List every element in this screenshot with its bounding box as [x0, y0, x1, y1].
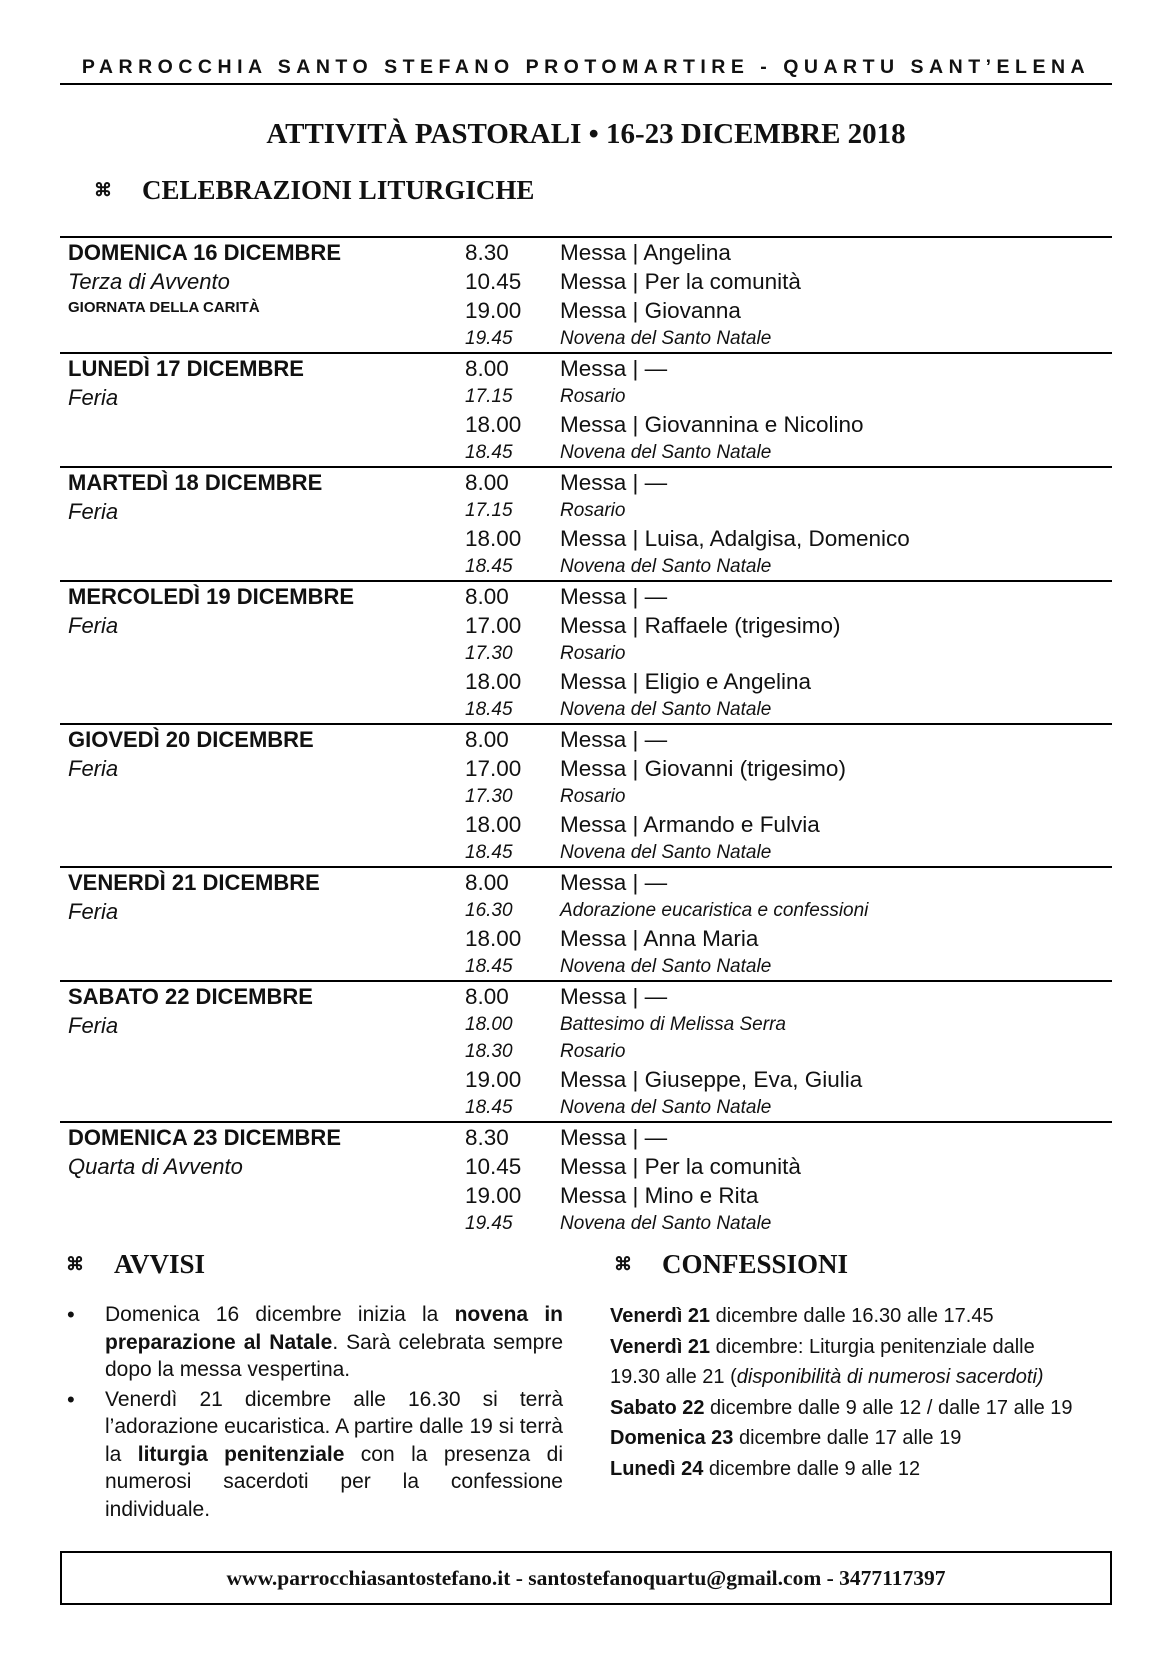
confession-day: Lunedì 24 — [610, 1457, 704, 1480]
day-row — [60, 868, 1112, 982]
section-bullet-icon: ⌘ — [614, 1254, 632, 1274]
schedule-entry — [465, 582, 1112, 611]
entry-time: 18.45 — [465, 1097, 513, 1118]
avviso-text: . Sarà celebrata sempre dopo la messa vespertina. — [105, 1330, 564, 1381]
day-subtitle: Feria — [68, 1013, 119, 1038]
entry-text: Rosario — [560, 1041, 626, 1062]
day-row — [60, 725, 1112, 868]
entry-time: 18.45 — [465, 956, 513, 977]
schedule-entry — [465, 383, 1112, 410]
entry-time: 19.45 — [465, 328, 513, 349]
day-row — [60, 354, 1112, 468]
avviso-highlight: liturgia penitenziale — [137, 1442, 345, 1466]
entry-time: 18.00 — [465, 1014, 513, 1035]
schedule-entry — [465, 696, 1112, 723]
schedule-entry — [465, 296, 1112, 325]
day-row — [60, 1123, 1112, 1237]
entry-text: Messa | Giovanni (trigesimo) — [560, 756, 846, 781]
entry-text: Novena del Santo Natale — [560, 1097, 772, 1118]
entry-text: Messa | Anna Maria — [560, 926, 759, 951]
schedule-entry — [465, 839, 1112, 866]
schedule-entry — [465, 783, 1112, 810]
schedule-entry — [465, 897, 1112, 924]
entry-text: Novena del Santo Natale — [560, 556, 772, 577]
section-confessioni — [614, 1249, 848, 1280]
entry-text: Rosario — [560, 786, 626, 807]
entry-text: Messa | Raffaele (trigesimo) — [560, 613, 841, 638]
confession-note: disponibilità di numerosi sacerdoti) — [736, 1366, 1044, 1388]
section-bullet-icon: ⌘ — [94, 180, 112, 200]
day-entries — [465, 1123, 1112, 1237]
section-title: CONFESSIONI — [662, 1249, 849, 1279]
entry-time: 18.00 — [465, 812, 522, 837]
entry-time: 18.30 — [465, 1041, 513, 1062]
entry-time: 18.45 — [465, 842, 513, 863]
entry-time: 19.45 — [465, 1213, 513, 1234]
schedule-entry — [465, 868, 1112, 897]
schedule-entry — [465, 497, 1112, 524]
entry-text: Messa | Angelina — [560, 240, 731, 265]
entry-time: 19.00 — [465, 1183, 522, 1208]
day-entries — [465, 582, 1112, 723]
schedule-entry — [465, 953, 1112, 980]
day-subtitle: Feria — [68, 899, 119, 924]
confession-text: 19.30 alle 21 ( — [610, 1366, 737, 1388]
confession-text: dicembre dalle 9 alle 12 — [703, 1457, 921, 1480]
entry-text: Battesimo di Melissa Serra — [560, 1014, 786, 1035]
schedule-table — [60, 236, 1112, 1237]
entry-time: 18.00 — [465, 412, 522, 437]
entry-text: Messa | Mino e Rita — [560, 1183, 759, 1208]
confession-day: Venerdì 21 — [610, 1335, 711, 1358]
confession-day: Domenica 23 — [610, 1427, 734, 1449]
day-name: LUNEDÌ 17 DICEMBRE — [68, 356, 304, 381]
confession-line — [610, 1423, 1112, 1454]
section-title: CELEBRAZIONI LITURGICHE — [142, 175, 535, 205]
schedule-entry — [465, 410, 1112, 439]
day-entries — [465, 982, 1112, 1121]
entry-text: Rosario — [560, 386, 626, 407]
entry-text: Messa | Per la comunità — [560, 1154, 801, 1179]
day-name: DOMENICA 16 DICEMBRE — [68, 240, 341, 265]
entry-time: 18.45 — [465, 442, 513, 463]
day-row — [60, 582, 1112, 725]
entry-time: 17.00 — [465, 613, 522, 638]
entry-time: 8.00 — [465, 584, 509, 609]
avviso-item — [60, 1386, 563, 1524]
day-entries — [465, 468, 1112, 580]
entry-text: Messa | — — [560, 470, 668, 495]
section-celebrazioni — [94, 175, 534, 206]
entry-text: Messa | — — [560, 984, 668, 1009]
entry-time: 17.15 — [465, 500, 513, 521]
entry-text: Novena del Santo Natale — [560, 328, 772, 349]
confession-day: Sabato 22 — [610, 1396, 705, 1419]
schedule-entry — [465, 1038, 1112, 1065]
avviso-text: Domenica 16 dicembre inizia la — [105, 1303, 455, 1326]
day-info — [60, 582, 465, 723]
day-entries — [465, 238, 1112, 352]
entry-time: 18.00 — [465, 526, 522, 551]
entry-time: 8.30 — [465, 240, 509, 265]
confession-line — [610, 1393, 1112, 1424]
entry-text: Messa | Giuseppe, Eva, Giulia — [560, 1067, 863, 1092]
day-info — [60, 238, 465, 352]
entry-time: 10.45 — [465, 269, 522, 294]
section-title: AVVISI — [114, 1249, 206, 1279]
day-subtitle: Feria — [68, 385, 119, 410]
avviso-text: Venerdì 21 dicembre alle 16.30 si terrà l’adorazione eucaristica. A partire dalle 19 si terrà la — [105, 1387, 563, 1466]
day-info — [60, 468, 465, 580]
entry-text: Messa | Luisa, Adalgisa, Domenico — [560, 526, 910, 551]
schedule-entry — [465, 238, 1112, 267]
section-avvisi — [66, 1249, 205, 1280]
confession-text: dicembre dalle 16.30 alle 17.45 — [710, 1305, 994, 1327]
day-row — [60, 468, 1112, 582]
entry-text: Messa | — — [560, 727, 668, 752]
day-info — [60, 868, 465, 980]
entry-time: 17.30 — [465, 786, 513, 807]
avvisi-list — [60, 1301, 563, 1525]
day-name: DOMENICA 23 DICEMBRE — [68, 1125, 341, 1150]
day-entries — [465, 725, 1112, 866]
entry-text: Messa | — — [560, 584, 668, 609]
avviso-item — [60, 1301, 563, 1384]
entry-text: Messa | Per la comunità — [560, 269, 801, 294]
confession-line-cont — [610, 1362, 1112, 1393]
entry-time: 18.45 — [465, 699, 513, 720]
entry-text: Messa | — — [560, 870, 668, 895]
footer-contacts: www.parrocchiasantostefano.it - santostefanoquartu@gmail.com - 3477117397 — [226, 1565, 946, 1590]
day-subtitle: Quarta di Avvento — [68, 1154, 243, 1179]
entry-time: 17.30 — [465, 643, 513, 664]
confession-line — [610, 1301, 1112, 1332]
header-rule — [60, 83, 1112, 85]
entry-text: Novena del Santo Natale — [560, 442, 772, 463]
day-entries — [465, 354, 1112, 466]
entry-text: Messa | — — [560, 1125, 668, 1150]
entry-text: Novena del Santo Natale — [560, 1213, 772, 1234]
day-subtitle: Feria — [68, 499, 119, 524]
schedule-entry — [465, 982, 1112, 1011]
entry-time: 10.45 — [465, 1154, 522, 1179]
day-note: GIORNATA DELLA CARITÀ — [68, 299, 260, 316]
entry-time: 8.30 — [465, 1125, 509, 1150]
schedule-entry — [465, 754, 1112, 783]
confessioni-list — [610, 1301, 1112, 1484]
parish-header: PARROCCHIA SANTO STEFANO PROTOMARTIRE - QUARTU SANT’ELENA — [81, 56, 1091, 78]
entry-time: 19.00 — [465, 298, 522, 323]
footer-box — [60, 1551, 1112, 1605]
entry-text: Adorazione eucaristica e confessioni — [560, 900, 869, 921]
day-info — [60, 725, 465, 866]
schedule-entry — [465, 1011, 1112, 1038]
entry-time: 8.00 — [465, 470, 509, 495]
schedule-entry — [465, 1210, 1112, 1237]
entry-time: 8.00 — [465, 984, 509, 1009]
schedule-entry — [465, 354, 1112, 383]
day-entries — [465, 868, 1112, 980]
entry-text: Rosario — [560, 500, 626, 521]
day-name: GIOVEDÌ 20 DICEMBRE — [68, 727, 314, 752]
schedule-entry — [465, 267, 1112, 296]
entry-time: 18.00 — [465, 926, 522, 951]
entry-text: Messa | Eligio e Angelina — [560, 669, 811, 694]
entry-text: Messa | Giovannina e Nicolino — [560, 412, 864, 437]
entry-time: 8.00 — [465, 870, 509, 895]
confession-line — [610, 1332, 1112, 1363]
day-subtitle: Feria — [68, 613, 119, 638]
confession-text: dicembre dalle 9 alle 12 / dalle 17 alle 19 — [704, 1396, 1073, 1419]
entry-text: Messa | Giovanna — [560, 298, 741, 323]
day-subtitle: Feria — [68, 756, 119, 781]
day-name: MERCOLEDÌ 19 DICEMBRE — [68, 584, 355, 609]
entry-time: 8.00 — [465, 356, 509, 381]
schedule-entry — [465, 667, 1112, 696]
schedule-entry — [465, 1123, 1112, 1152]
schedule-entry — [465, 1152, 1112, 1181]
entry-time: 18.45 — [465, 556, 513, 577]
bullet-icon: • — [67, 1302, 75, 1327]
schedule-entry — [465, 524, 1112, 553]
entry-text: Novena del Santo Natale — [560, 956, 772, 977]
page-title: ATTIVITÀ PASTORALI • 16-23 DICEMBRE 2018 — [266, 118, 906, 150]
schedule-entry — [465, 924, 1112, 953]
entry-text: Rosario — [560, 643, 626, 664]
entry-time: 8.00 — [465, 727, 509, 752]
confession-text: dicembre dalle 17 alle 19 — [733, 1427, 962, 1449]
entry-time: 19.00 — [465, 1067, 522, 1092]
entry-time: 17.15 — [465, 386, 513, 407]
schedule-entry — [465, 1094, 1112, 1121]
schedule-entry — [465, 640, 1112, 667]
schedule-entry — [465, 1065, 1112, 1094]
schedule-entry — [465, 553, 1112, 580]
bullet-icon: • — [67, 1386, 75, 1412]
entry-time: 17.00 — [465, 756, 522, 781]
day-row — [60, 238, 1112, 354]
confession-line — [610, 1454, 1112, 1485]
confession-text: dicembre: Liturgia penitenziale dalle — [710, 1335, 1035, 1358]
entry-text: Messa | — — [560, 356, 668, 381]
schedule-entry — [465, 325, 1112, 352]
day-name: MARTEDÌ 18 DICEMBRE — [68, 470, 323, 495]
confession-day: Venerdì 21 — [610, 1305, 711, 1327]
day-info — [60, 982, 465, 1121]
day-row — [60, 982, 1112, 1123]
entry-text: Novena del Santo Natale — [560, 699, 772, 720]
day-name: SABATO 22 DICEMBRE — [68, 984, 313, 1009]
day-name: VENERDÌ 21 DICEMBRE — [68, 870, 320, 895]
schedule-entry — [465, 439, 1112, 466]
schedule-entry — [465, 725, 1112, 754]
schedule-entry — [465, 1181, 1112, 1210]
schedule-entry — [465, 611, 1112, 640]
entry-time: 18.00 — [465, 669, 522, 694]
entry-text: Messa | Armando e Fulvia — [560, 812, 820, 837]
day-info — [60, 1123, 465, 1237]
entry-text: Novena del Santo Natale — [560, 842, 772, 863]
section-bullet-icon: ⌘ — [66, 1254, 84, 1274]
avviso-text: con la presenza di numerosi sacerdoti per la confessione individuale. — [105, 1442, 563, 1521]
schedule-entry — [465, 810, 1112, 839]
day-subtitle: Terza di Avvento — [68, 269, 230, 294]
avviso-highlight: novena in preparazione al Natale — [105, 1303, 563, 1354]
entry-time: 16.30 — [465, 900, 513, 921]
schedule-entry — [465, 468, 1112, 497]
day-info — [60, 354, 465, 466]
